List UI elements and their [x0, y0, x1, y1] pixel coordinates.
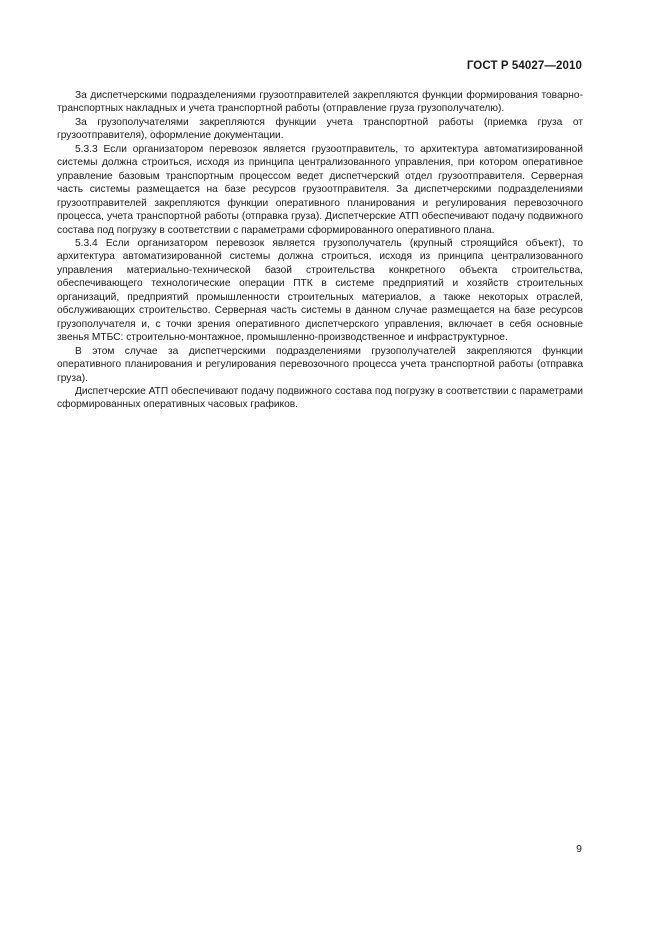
paragraph: За диспетчерскими подразделениями грузоотправителей закрепляются функции формирования товарно-транспортных накладных и учета транспортной работы (отправление груза грузополучателю). [57, 90, 583, 115]
paragraph: 5.3.4 Если организатором перевозок является грузополучатель (крупный строящийся объект), то архитектура автоматизированной системы должна строиться, исходя из принципа централизованного управления материально-технической базой строительства конкретного объекта строительства, обеспечивающего технологические операции ПТК в системе предприятий и хозяйств строительных организаций, предприятий промышленности строительных материалов, а также некоторых отраслей, обслуживающих строительство. Серверная часть системы в данном случае размещается на базе ресурсов грузополучателя и, с точки зрения оперативного диспетчерского управления, включает в себя основные звенья МТБС: строительно-монтажное, промышленно-производственное и инфраструктурное. [57, 237, 583, 344]
document-header: ГОСТ Р 54027—2010 [466, 60, 582, 72]
document-body [57, 89, 583, 412]
paragraph: 5.3.3 Если организатором перевозок является грузоотправитель, то архитектура автоматизированной системы должна строиться, исходя из принципа централизованного управления, при котором оперативное управление базовым транспортным процессом ведет диспетчерский отдел грузоотправителя. Серверная часть системы размещается на базе ресурсов грузоотправителя. За диспетчерскими подразделениями грузоотправителей закрепляются функции оперативного планирования и регулирования перевозочного процесса, учета транспортной работы (отправка груза). Диспетчерские АТП обеспечивают подачу подвижного состава под погрузку в соответствии с параметрами сформированного оперативного плана. [57, 143, 583, 236]
paragraph: В этом случае за диспетчерскими подразделениями грузополучателей закрепляются функции оперативного планирования и регулирования перевозочного процесса учета транспортной работы (отправка груза). [57, 345, 583, 384]
page-number: 9 [576, 843, 582, 855]
paragraph: Диспетчерские АТП обеспечивают подачу подвижного состава под погрузку в соответствии с параметрами сформированных оперативных часовых графиков. [57, 385, 583, 411]
paragraph: За грузополучателями закрепляются функции учета транспортной работы (приемка груза от грузоотправителя), оформление документации. [57, 116, 583, 142]
